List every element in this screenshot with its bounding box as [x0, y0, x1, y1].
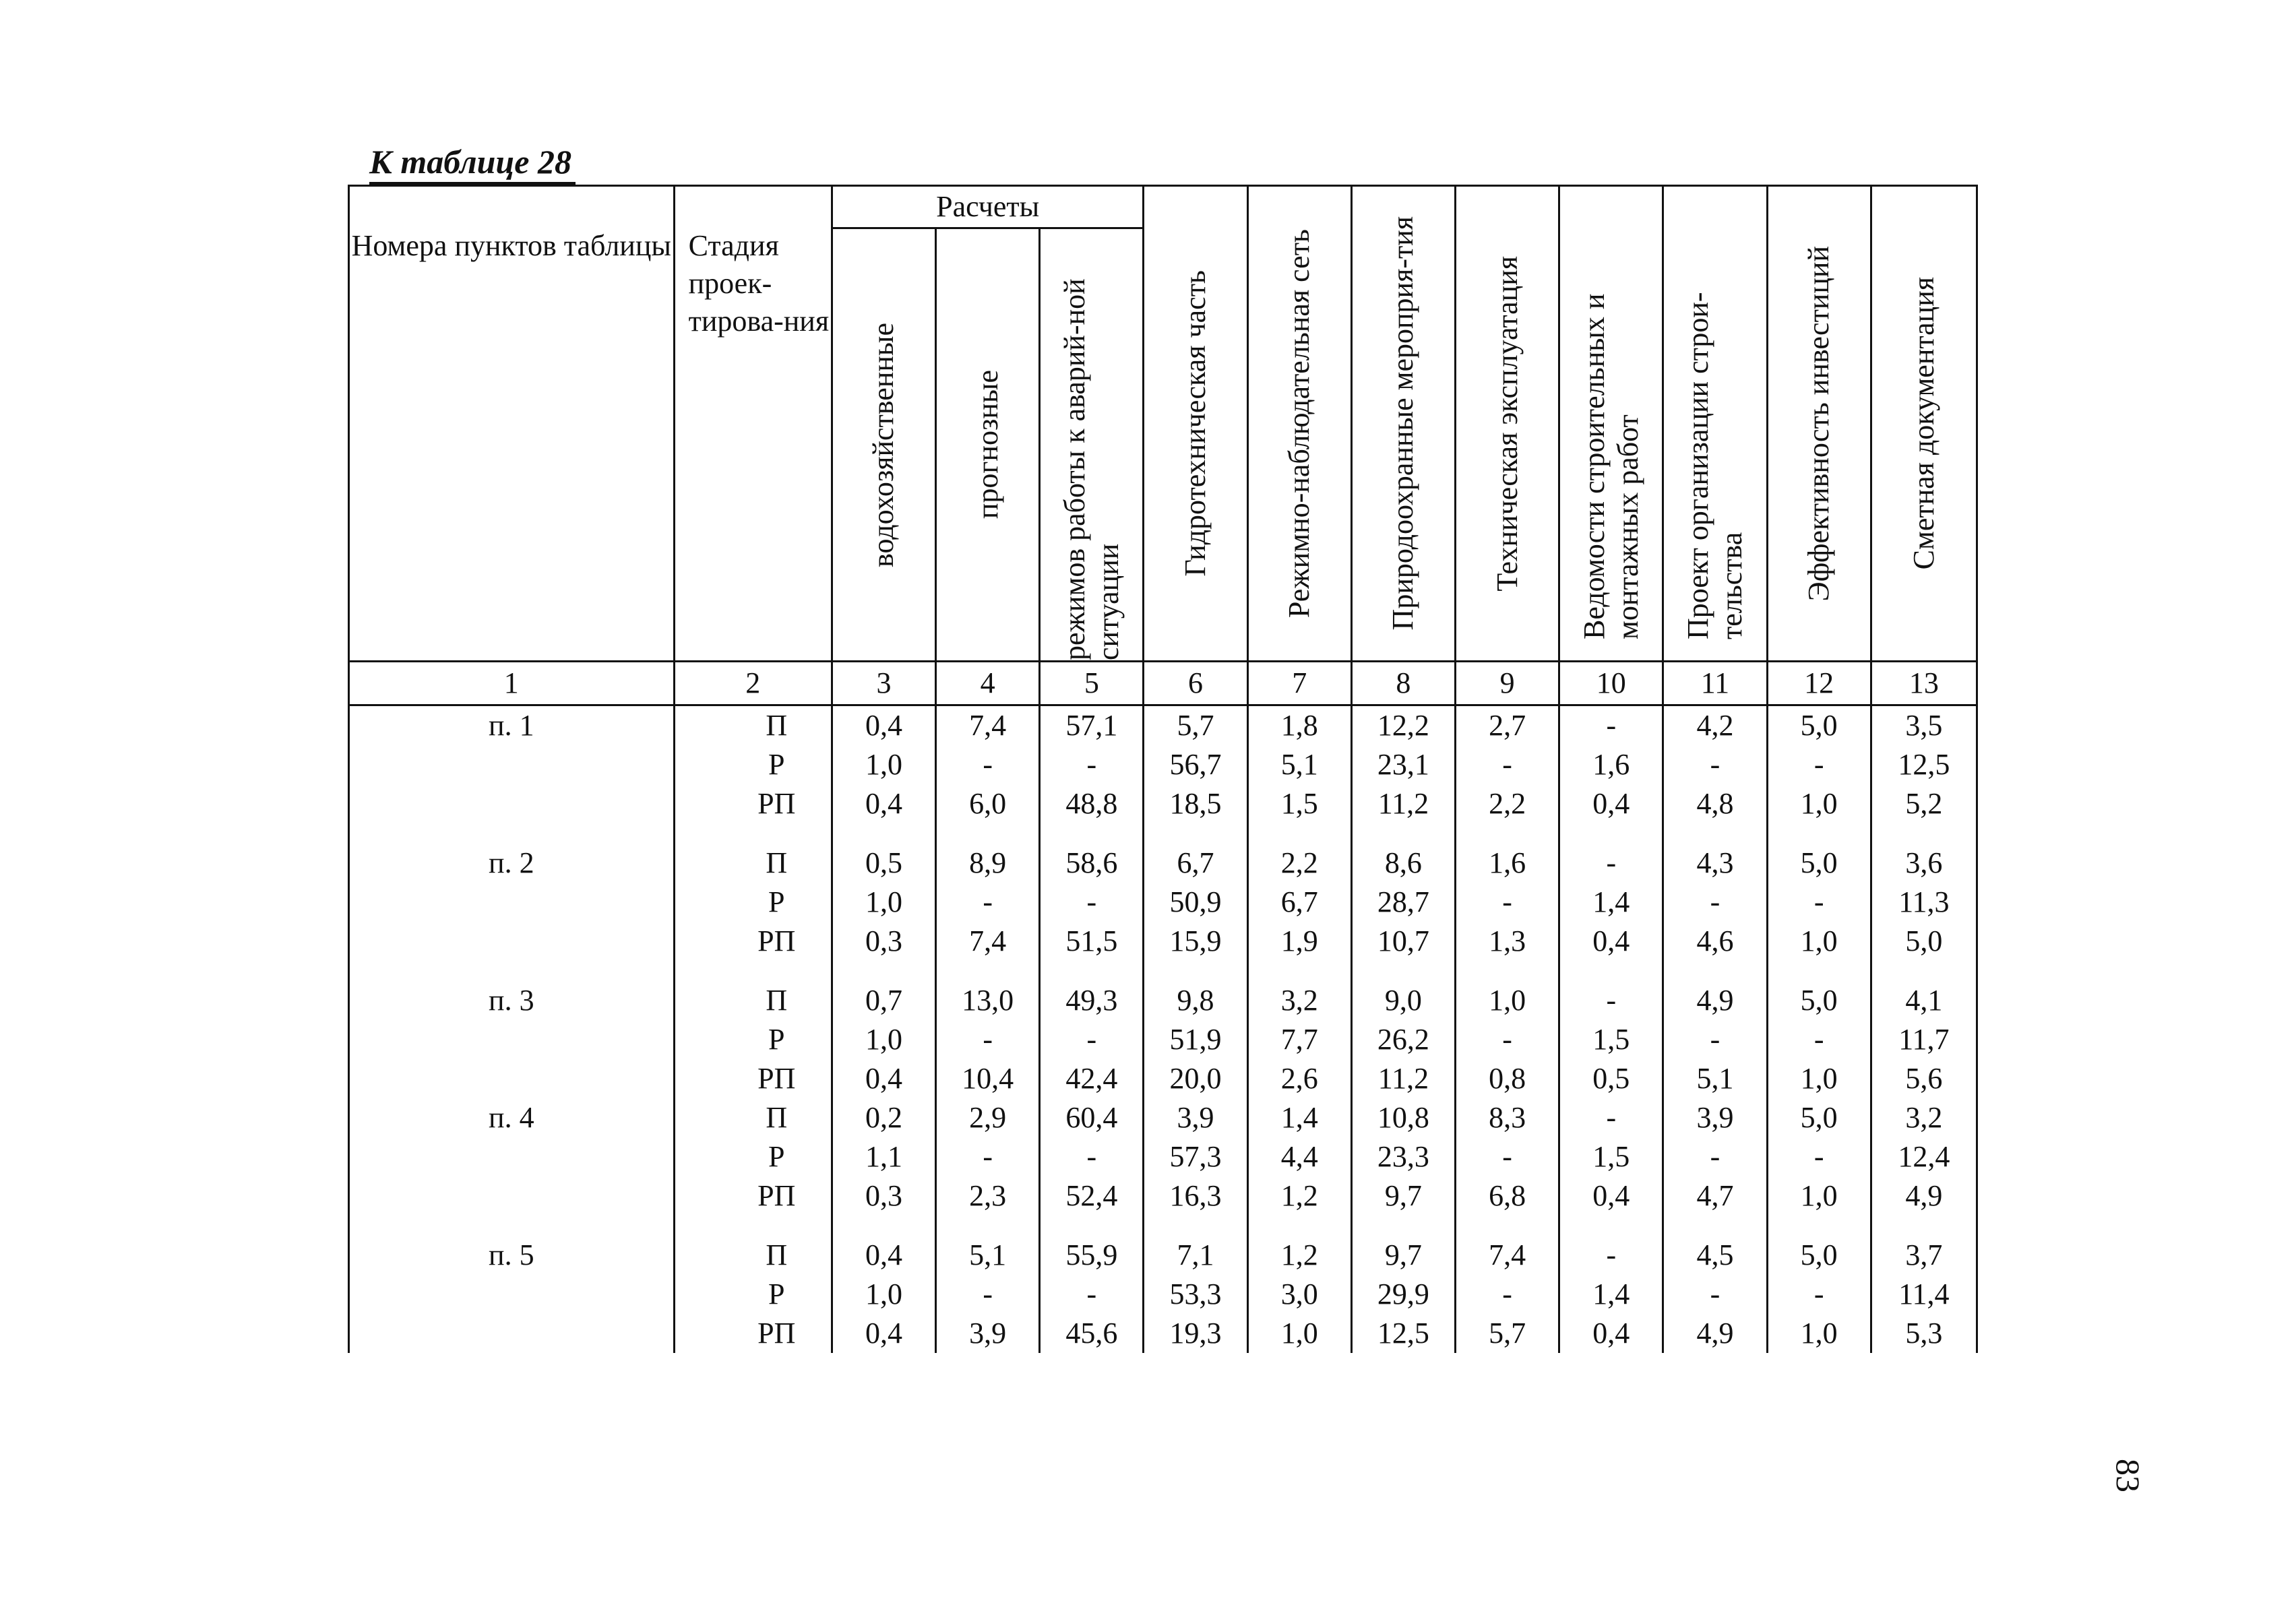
table-cell: -: [1663, 745, 1767, 784]
design-stage: Р: [674, 1020, 832, 1059]
table-cell: -: [1456, 1275, 1559, 1314]
header-emergency-modes: режимов работы к аварий-ной ситуации: [1057, 278, 1125, 660]
design-stage: РП: [674, 1176, 832, 1216]
table-cell: 18,5: [1144, 784, 1247, 823]
table-cell: 15,9: [1144, 922, 1247, 961]
header-col-8: [1351, 186, 1455, 662]
table-cell: 0,3: [832, 1176, 935, 1216]
group-spacer: [349, 1216, 1977, 1236]
table-cell: -: [1559, 844, 1663, 883]
data-table: [348, 185, 1978, 1353]
table-cell: 6,0: [936, 784, 1040, 823]
table-cell: 42,4: [1040, 1059, 1144, 1098]
design-stage: Р: [674, 883, 832, 922]
table-cell: 1,0: [1767, 1314, 1871, 1353]
table-cell: 2,2: [1247, 844, 1351, 883]
table-cell: 10,4: [936, 1059, 1040, 1098]
table-cell: 4,1: [1871, 981, 1977, 1020]
table-cell: 5,0: [1767, 1236, 1871, 1275]
spacer-cell: [1559, 961, 1663, 981]
header-forecast: прогнозные: [970, 370, 1004, 519]
table-cell: 28,7: [1351, 883, 1455, 922]
spacer-cell: [1247, 823, 1351, 844]
spacer-cell: [1144, 1216, 1247, 1236]
table-row: [349, 1275, 1977, 1314]
table-cell: 6,8: [1456, 1176, 1559, 1216]
table-cell: 3,9: [1144, 1098, 1247, 1137]
table-cell: -: [936, 1275, 1040, 1314]
table-row: [349, 1137, 1977, 1176]
table-row: [349, 1098, 1977, 1137]
design-stage: Р: [674, 1137, 832, 1176]
table-row: [349, 922, 1977, 961]
item-number: [349, 1137, 675, 1176]
table-cell: 10,7: [1351, 922, 1455, 961]
table-caption: К таблице 28: [369, 141, 576, 185]
table-cell: 0,4: [1559, 784, 1663, 823]
table-cell: 6,7: [1247, 883, 1351, 922]
table-cell: 4,9: [1663, 1314, 1767, 1353]
table-cell: 3,2: [1247, 981, 1351, 1020]
item-number: [349, 883, 675, 922]
header-monitoring-network: Режимно-наблюдательная сеть: [1282, 228, 1316, 619]
table-cell: 52,4: [1040, 1176, 1144, 1216]
table-cell: 13,0: [936, 981, 1040, 1020]
table-cell: 1,5: [1247, 784, 1351, 823]
table-row: [349, 1059, 1977, 1098]
table-cell: 57,3: [1144, 1137, 1247, 1176]
design-stage: П: [674, 844, 832, 883]
table-cell: 1,0: [1767, 1176, 1871, 1216]
table-cell: 9,0: [1351, 981, 1455, 1020]
table-cell: 1,2: [1247, 1176, 1351, 1216]
table-row: [349, 883, 1977, 922]
table-cell: 4,6: [1663, 922, 1767, 961]
table-cell: 16,3: [1144, 1176, 1247, 1216]
table-cell: 12,2: [1351, 705, 1455, 746]
spacer-cell: [1871, 961, 1977, 981]
spacer-cell: [1247, 1216, 1351, 1236]
column-number: 1: [349, 662, 675, 705]
spacer-cell: [1456, 1216, 1559, 1236]
table-cell: 3,0: [1247, 1275, 1351, 1314]
table-cell: 58,6: [1040, 844, 1144, 883]
table-cell: -: [1767, 1275, 1871, 1314]
spacer-cell: [1247, 961, 1351, 981]
table-cell: -: [1663, 883, 1767, 922]
table-cell: 7,4: [936, 922, 1040, 961]
header-col-13: [1871, 186, 1977, 662]
table-cell: 19,3: [1144, 1314, 1247, 1353]
item-number: [349, 1314, 675, 1353]
table-cell: 5,3: [1871, 1314, 1977, 1353]
spacer-cell: [674, 961, 832, 981]
spacer-cell: [1663, 823, 1767, 844]
table-cell: 5,1: [1663, 1059, 1767, 1098]
column-number-row: [349, 662, 1977, 705]
table-row: [349, 745, 1977, 784]
column-number: 3: [832, 662, 935, 705]
table-cell: -: [1040, 1020, 1144, 1059]
header-technical-operation: Техническая эксплуатация: [1490, 255, 1524, 592]
design-stage: П: [674, 981, 832, 1020]
table-cell: 23,1: [1351, 745, 1455, 784]
table-cell: 60,4: [1040, 1098, 1144, 1137]
spacer-cell: [349, 1216, 675, 1236]
table-cell: 1,0: [1767, 784, 1871, 823]
spacer-cell: [1767, 961, 1871, 981]
column-number: 6: [1144, 662, 1247, 705]
spacer-cell: [349, 961, 675, 981]
table-cell: 7,4: [1456, 1236, 1559, 1275]
table-cell: 0,4: [832, 705, 935, 746]
table-cell: 5,0: [1767, 981, 1871, 1020]
column-number: 8: [1351, 662, 1455, 705]
table-cell: 1,6: [1456, 844, 1559, 883]
spacer-cell: [1351, 961, 1455, 981]
table-cell: 0,3: [832, 922, 935, 961]
table-cell: 1,0: [832, 745, 935, 784]
table-cell: 9,7: [1351, 1176, 1455, 1216]
header-construction-statements: Ведомости строительных и монтажных работ: [1577, 293, 1644, 639]
table-cell: -: [1663, 1020, 1767, 1059]
table-cell: 29,9: [1351, 1275, 1455, 1314]
spacer-cell: [1144, 961, 1247, 981]
table-cell: 1,1: [832, 1137, 935, 1176]
column-number: 10: [1559, 662, 1663, 705]
item-number: [349, 1275, 675, 1314]
table-cell: 1,0: [1456, 981, 1559, 1020]
table-cell: -: [1767, 745, 1871, 784]
table-cell: -: [1663, 1137, 1767, 1176]
column-number: 4: [936, 662, 1040, 705]
spacer-cell: [1456, 823, 1559, 844]
table-cell: 5,0: [1767, 705, 1871, 746]
spacer-cell: [1559, 1216, 1663, 1236]
table-cell: 3,6: [1871, 844, 1977, 883]
table-cell: 0,8: [1456, 1059, 1559, 1098]
table-cell: 5,0: [1767, 1098, 1871, 1137]
table-cell: 5,2: [1871, 784, 1977, 823]
table-cell: 5,7: [1144, 705, 1247, 746]
table-cell: 4,8: [1663, 784, 1767, 823]
item-number: п. 2: [349, 844, 675, 883]
spacer-cell: [1559, 823, 1663, 844]
table-cell: 1,3: [1456, 922, 1559, 961]
table-cell: 7,7: [1247, 1020, 1351, 1059]
table-cell: 23,3: [1351, 1137, 1455, 1176]
item-number: [349, 1176, 675, 1216]
spacer-cell: [1767, 1216, 1871, 1236]
table-cell: 12,5: [1871, 745, 1977, 784]
table-cell: -: [1040, 883, 1144, 922]
table-cell: -: [1456, 1137, 1559, 1176]
table-cell: 2,7: [1456, 705, 1559, 746]
table-cell: 12,5: [1351, 1314, 1455, 1353]
spacer-cell: [674, 1216, 832, 1236]
table-cell: 10,8: [1351, 1098, 1455, 1137]
spacer-cell: [1871, 1216, 1977, 1236]
table-cell: 2,9: [936, 1098, 1040, 1137]
table-cell: 0,4: [832, 1059, 935, 1098]
table-cell: 8,9: [936, 844, 1040, 883]
table-cell: 1,0: [832, 1020, 935, 1059]
table-cell: 9,7: [1351, 1236, 1455, 1275]
table-cell: 53,3: [1144, 1275, 1247, 1314]
table-cell: 12,4: [1871, 1137, 1977, 1176]
table-cell: 8,3: [1456, 1098, 1559, 1137]
item-number: [349, 922, 675, 961]
table-cell: 11,2: [1351, 1059, 1455, 1098]
design-stage: П: [674, 705, 832, 746]
column-number: 5: [1040, 662, 1144, 705]
design-stage: РП: [674, 784, 832, 823]
table-cell: 11,2: [1351, 784, 1455, 823]
table-cell: -: [1767, 1137, 1871, 1176]
table-cell: 0,4: [1559, 922, 1663, 961]
table-cell: 51,9: [1144, 1020, 1247, 1059]
table-cell: 0,2: [832, 1098, 935, 1137]
table-cell: -: [1559, 1098, 1663, 1137]
spacer-cell: [674, 823, 832, 844]
table-cell: -: [1767, 1020, 1871, 1059]
group-spacer: [349, 961, 1977, 981]
table-cell: 1,0: [832, 1275, 935, 1314]
column-number: 11: [1663, 662, 1767, 705]
design-stage: Р: [674, 1275, 832, 1314]
table-cell: 11,3: [1871, 883, 1977, 922]
column-number: 12: [1767, 662, 1871, 705]
table-cell: 4,4: [1247, 1137, 1351, 1176]
table-cell: 0,4: [832, 1236, 935, 1275]
table-cell: 0,5: [832, 844, 935, 883]
table-row: [349, 981, 1977, 1020]
table-cell: 1,2: [1247, 1236, 1351, 1275]
table-row: [349, 1236, 1977, 1275]
design-stage: П: [674, 1236, 832, 1275]
table-cell: 1,5: [1559, 1137, 1663, 1176]
header-environmental: Природоохранные мероприя-тия: [1386, 216, 1420, 631]
spacer-cell: [349, 823, 675, 844]
table-cell: 56,7: [1144, 745, 1247, 784]
table-cell: 5,7: [1456, 1314, 1559, 1353]
spacer-cell: [1351, 823, 1455, 844]
spacer-cell: [1663, 1216, 1767, 1236]
spacer-cell: [1456, 961, 1559, 981]
table-cell: 9,8: [1144, 981, 1247, 1020]
table-cell: 1,5: [1559, 1020, 1663, 1059]
item-number: [349, 1020, 675, 1059]
table-cell: 3,7: [1871, 1236, 1977, 1275]
header-calculations-group: Расчеты: [832, 186, 1144, 228]
table-cell: -: [1456, 1020, 1559, 1059]
table-row: [349, 1020, 1977, 1059]
spacer-cell: [1663, 961, 1767, 981]
table-cell: 5,1: [936, 1236, 1040, 1275]
column-number: 2: [674, 662, 832, 705]
design-stage: РП: [674, 1059, 832, 1098]
table-cell: 2,3: [936, 1176, 1040, 1216]
spacer-cell: [1040, 823, 1144, 844]
table-cell: 8,6: [1351, 844, 1455, 883]
table-cell: -: [1040, 1137, 1144, 1176]
table-cell: -: [1456, 883, 1559, 922]
table-cell: -: [1040, 1275, 1144, 1314]
page-number: 83: [2109, 1459, 2147, 1492]
design-stage: РП: [674, 1314, 832, 1353]
table-cell: 45,6: [1040, 1314, 1144, 1353]
table-cell: 6,7: [1144, 844, 1247, 883]
table-cell: -: [936, 1020, 1040, 1059]
item-number: п. 5: [349, 1236, 675, 1275]
table-cell: -: [1040, 745, 1144, 784]
table-cell: 4,5: [1663, 1236, 1767, 1275]
table-cell: 1,6: [1559, 745, 1663, 784]
header-estimate-documentation: Сметная документация: [1906, 277, 1940, 570]
table-cell: 1,4: [1559, 883, 1663, 922]
header-col-7: [1247, 186, 1351, 662]
header-design-stage: Стадия проек-тирова-ния: [674, 186, 832, 662]
table-cell: 7,4: [936, 705, 1040, 746]
group-spacer: [349, 823, 1977, 844]
table-cell: 1,8: [1247, 705, 1351, 746]
table-row: [349, 784, 1977, 823]
column-number: 13: [1871, 662, 1977, 705]
table-cell: 1,0: [832, 883, 935, 922]
table-cell: 50,9: [1144, 883, 1247, 922]
spacer-cell: [936, 1216, 1040, 1236]
header-col-10: [1559, 186, 1663, 662]
table-cell: 11,7: [1871, 1020, 1977, 1059]
table-cell: 0,4: [1559, 1314, 1663, 1353]
table-cell: 5,0: [1871, 922, 1977, 961]
table-cell: 3,5: [1871, 705, 1977, 746]
table-cell: -: [936, 1137, 1040, 1176]
spacer-cell: [936, 823, 1040, 844]
table-cell: 3,9: [1663, 1098, 1767, 1137]
spacer-cell: [1871, 823, 1977, 844]
table-cell: -: [1456, 745, 1559, 784]
table-cell: 0,4: [832, 1314, 935, 1353]
header-col-3: [832, 228, 935, 662]
spacer-cell: [1040, 961, 1144, 981]
table-cell: 1,0: [1767, 922, 1871, 961]
table-cell: 4,2: [1663, 705, 1767, 746]
header-col-9: [1456, 186, 1559, 662]
header-col-4: [936, 228, 1040, 662]
table-cell: 48,8: [1040, 784, 1144, 823]
spacer-cell: [1040, 1216, 1144, 1236]
column-number: 9: [1456, 662, 1559, 705]
item-number: п. 4: [349, 1098, 675, 1137]
table-cell: 5,0: [1767, 844, 1871, 883]
header-construction-organization: Проект организации строи-тельства: [1681, 291, 1748, 639]
table-row: [349, 1314, 1977, 1353]
table-cell: 4,7: [1663, 1176, 1767, 1216]
table-cell: 5,6: [1871, 1059, 1977, 1098]
table-cell: 51,5: [1040, 922, 1144, 961]
item-number: [349, 745, 675, 784]
table-cell: 4,3: [1663, 844, 1767, 883]
header-col-11: [1663, 186, 1767, 662]
table-row: [349, 705, 1977, 746]
header-col-5: [1040, 228, 1144, 662]
table-cell: -: [936, 883, 1040, 922]
header-water-management: водохозяйственные: [867, 322, 900, 567]
table-cell: 1,4: [1559, 1275, 1663, 1314]
table-cell: 2,6: [1247, 1059, 1351, 1098]
table-cell: -: [936, 745, 1040, 784]
table-row: [349, 844, 1977, 883]
table-cell: -: [1559, 981, 1663, 1020]
table-row: [349, 1176, 1977, 1216]
table-cell: 49,3: [1040, 981, 1144, 1020]
table-cell: 0,4: [832, 784, 935, 823]
table-cell: 26,2: [1351, 1020, 1455, 1059]
design-stage: П: [674, 1098, 832, 1137]
item-number: [349, 1059, 675, 1098]
table-cell: 1,0: [1247, 1314, 1351, 1353]
table-cell: 3,2: [1871, 1098, 1977, 1137]
table-cell: -: [1663, 1275, 1767, 1314]
table-body: [349, 662, 1977, 1354]
item-number: [349, 784, 675, 823]
table-cell: 2,2: [1456, 784, 1559, 823]
table-cell: 5,1: [1247, 745, 1351, 784]
header-item-numbers: Номера пунктов таблицы: [349, 186, 675, 662]
column-number: 7: [1247, 662, 1351, 705]
spacer-cell: [936, 961, 1040, 981]
table-cell: 4,9: [1871, 1176, 1977, 1216]
item-number: п. 1: [349, 705, 675, 746]
design-stage: Р: [674, 745, 832, 784]
table-cell: 0,7: [832, 981, 935, 1020]
table-cell: 1,9: [1247, 922, 1351, 961]
header-col-6: [1144, 186, 1247, 662]
table-cell: 57,1: [1040, 705, 1144, 746]
header-investment-efficiency: Эффективность инвестиций: [1802, 245, 1836, 602]
table-cell: 55,9: [1040, 1236, 1144, 1275]
table-cell: 1,0: [1767, 1059, 1871, 1098]
table-cell: 11,4: [1871, 1275, 1977, 1314]
spacer-cell: [832, 823, 935, 844]
table-cell: -: [1559, 1236, 1663, 1275]
spacer-cell: [1144, 823, 1247, 844]
table-cell: 7,1: [1144, 1236, 1247, 1275]
table-cell: 0,5: [1559, 1059, 1663, 1098]
spacer-cell: [1767, 823, 1871, 844]
header-col-12: [1767, 186, 1871, 662]
spacer-cell: [832, 1216, 935, 1236]
header-hydrotechnical: Гидротехническая часть: [1179, 270, 1212, 577]
design-stage: РП: [674, 922, 832, 961]
spacer-cell: [1351, 1216, 1455, 1236]
table-cell: -: [1767, 883, 1871, 922]
table-cell: 0,4: [1559, 1176, 1663, 1216]
table-cell: 3,9: [936, 1314, 1040, 1353]
item-number: п. 3: [349, 981, 675, 1020]
spacer-cell: [832, 961, 935, 981]
table-cell: 4,9: [1663, 981, 1767, 1020]
table-cell: 1,4: [1247, 1098, 1351, 1137]
table-cell: 20,0: [1144, 1059, 1247, 1098]
table-cell: -: [1559, 705, 1663, 746]
